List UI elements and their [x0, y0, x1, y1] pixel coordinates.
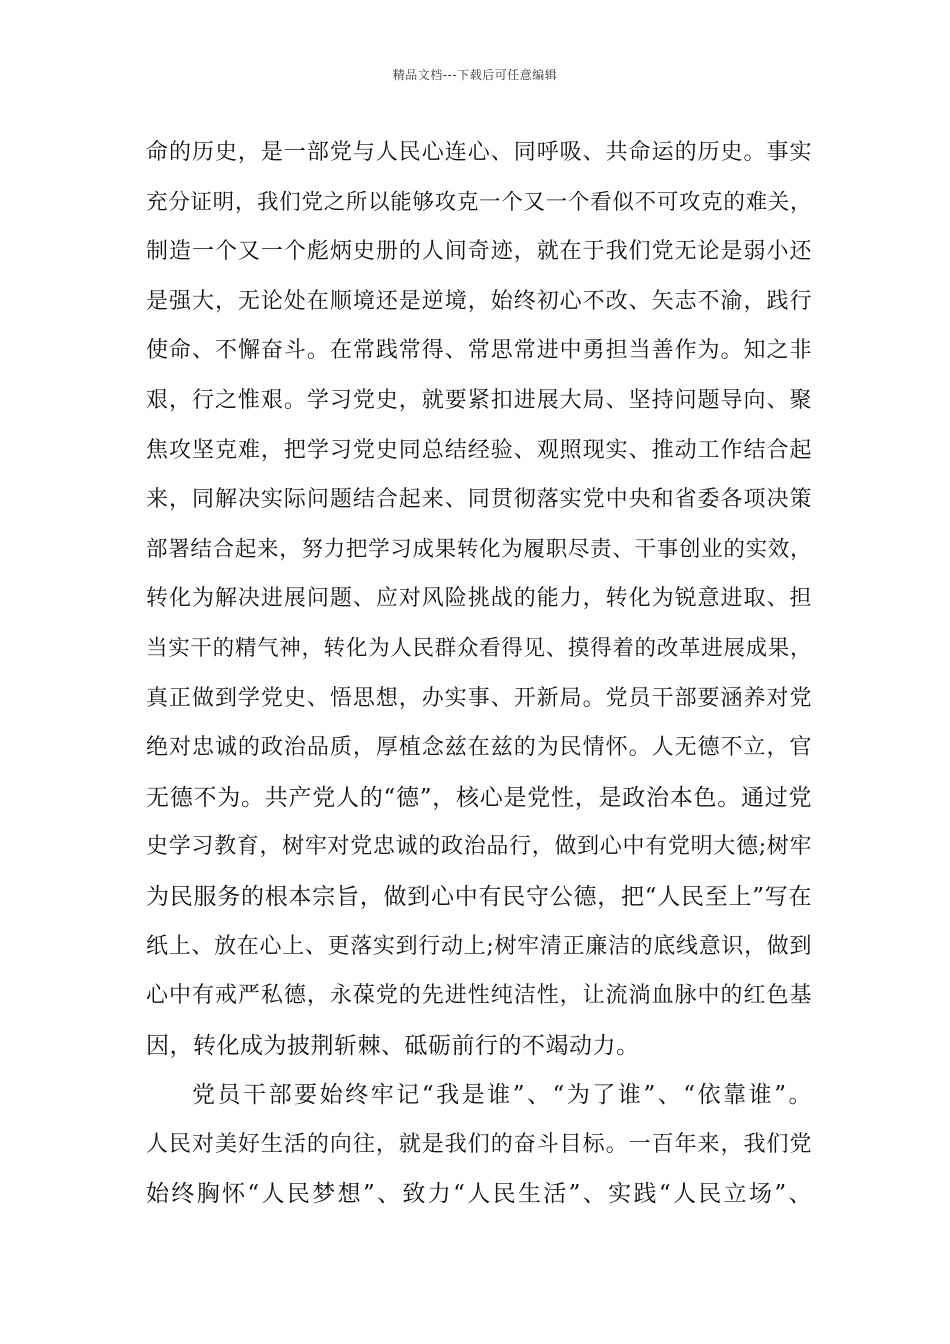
text-line: 来，同解决实际问题结合起来、同贯彻落实党中央和省委各项决策 — [146, 487, 812, 513]
text-line: 制造一个又一个彪炳史册的人间奇迹，就在于我们党无论是弱小还 — [146, 239, 812, 265]
text-line: 心中有戒严私德，永葆党的先进性纯洁性，让流淌血脉中的红色基 — [146, 983, 812, 1009]
page-header: 精品文档---下载后可任意编辑 — [392, 68, 558, 82]
text-line: 是强大，无论处在顺境还是逆境，始终初心不改、矢志不渝，践行 — [146, 288, 812, 314]
text-line: 人民对美好生活的向往，就是我们的奋斗目标。一百年来，我们党 — [146, 1131, 812, 1157]
text-line: 当实干的精气神，转化为人民群众看得见、摸得着的改革进展成果， — [146, 635, 812, 661]
text-line: 艰，行之惟艰。学习党史，就要紧扣进展大局、坚持问题导向、聚 — [146, 387, 812, 413]
text-line: 命的历史，是一部党与人民心连心、同呼吸、共命运的历史。事实 — [146, 140, 812, 165]
text-line: 绝对忠诚的政治品质，厚植念兹在兹的为民情怀。人无德不立，官 — [146, 735, 812, 761]
document-body — [146, 134, 812, 1225]
text-line: 史学习教育，树牢对党忠诚的政治品行，做到心中有党明大德;树牢 — [146, 834, 812, 860]
text-line: 因，转化成为披荆斩棘、砥砺前行的不竭动力。 — [146, 1032, 640, 1059]
text-line: 使命、不懈奋斗。在常践常得、常思常进中勇担当善作为。知之非 — [146, 338, 812, 364]
text-line: 充分证明，我们党之所以能够攻克一个又一个看似不可攻克的难关， — [146, 189, 812, 215]
text-line: 纸上、放在心上、更落实到行动上;树牢清正廉洁的底线意识，做到 — [146, 933, 812, 959]
paragraph-1 — [146, 134, 812, 1076]
text-line: 转化为解决进展问题、应对风险挑战的能力，转化为锐意进取、担 — [146, 586, 812, 612]
paragraph-2 — [146, 1076, 812, 1225]
text-line: 无德不为。共产党人的“德”，核心是党性，是政治本色。通过党 — [146, 784, 812, 811]
text-line: 焦攻坚克难，把学习党史同总结经验、观照现实、推动工作结合起 — [146, 437, 812, 463]
text-line: 党员干部要始终牢记“我是谁”、“为了谁”、“依靠谁”。 — [192, 1082, 812, 1109]
text-line: 始终胸怀“人民梦想”、致力“人民生活”、实践“人民立场”、 — [146, 1181, 812, 1208]
text-line: 部署结合起来，努力把学习成果转化为履职尽责、干事创业的实效， — [146, 536, 812, 562]
text-line: 为民服务的根本宗旨，做到心中有民守公德，把“人民至上”写在 — [146, 883, 812, 910]
text-line: 真正做到学党史、悟思想，办实事、开新局。党员干部要涵养对党 — [146, 685, 812, 711]
